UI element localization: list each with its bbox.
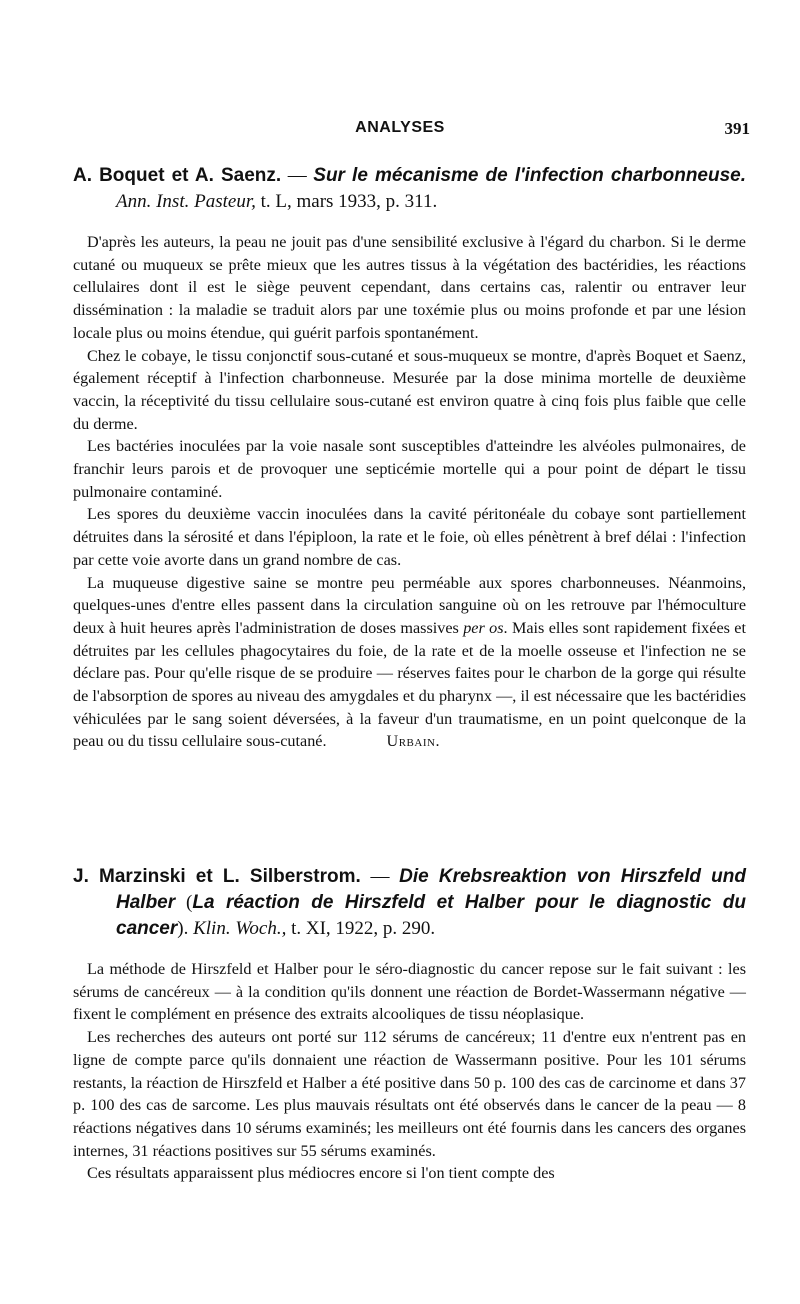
title-paren-open: ( [175, 892, 193, 913]
article-title: Sur le mécanisme de l'infection charbonneuse. [313, 165, 747, 186]
running-title: ANALYSES [355, 119, 445, 136]
paragraph: D'après les auteurs, la peau ne jouit pas d'une sensibilité exclusive à l'égard du charbon. Si le derme cutané ou muqueux se prête mieux que les autres tissus à la végétation des bactéridies, les réactions cellulaires dont il est le siège peuvent cependant, dans certains cas, ralentir ou entraver leur dissémination : la maladie se traduit alors par une toxémie plus ou moins profonde et par une lésion locale plus ou moins étendue, qui guérit parfois spontanément. [73, 233, 746, 342]
article-authors: J. Marzinski et L. Silberstrom. [73, 866, 361, 887]
heading-dash: — [281, 165, 314, 186]
reviewer-signature: Urbain. [386, 732, 440, 751]
journal-citation: t. XI, 1922, p. 290. [286, 918, 436, 939]
page-header [0, 119, 800, 143]
journal-name: Ann. Inst. Pasteur, [116, 191, 256, 212]
article-marzinski-silberstrom [73, 864, 746, 1185]
article-body [73, 958, 746, 1185]
journal-citation: t. L, mars 1933, p. 311. [255, 191, 438, 212]
article-title-translation: La réaction de Hirszfeld et Halber pour le diagnostic du cancer [116, 892, 746, 939]
paragraph [73, 572, 746, 754]
paragraph: Les recherches des auteurs ont porté sur 112 sérums de cancéreux; 11 d'entre eux n'entrent pas en ligne de compte parce qu'ils donnaient une réaction de Wassermann positive. Pour les 101 sérums restants, la réaction de Hirszfeld et Halber a été positive dans 50 p. 100 des cas de carcinome et dans 37 p. 100 des cas de sarcome. Les plus mauvais résultats ont été observés dans le cancer de la peau — 8 réactions négatives dans 10 sérums examinés; les meilleurs ont été fournis dans les cancers des organes internes, 31 réactions positives sur 55 sérums examinés. [73, 1028, 746, 1160]
article-body [73, 231, 746, 753]
paragraph: Chez le cobaye, le tissu conjonctif sous-cutané et sous-muqueux se montre, d'après Boquet et Saenz, également réceptif à l'infection charbonneuse. Mesurée par la dose minima mortelle de deuxième vaccin, la réceptivité du tissu cellulaire sous-cutané est environ quatre à cinq fois plus faible que celle du derme. [73, 346, 746, 433]
article-heading [73, 864, 746, 942]
article-heading [73, 163, 746, 215]
paragraph: Les bactéries inoculées par la voie nasale sont susceptibles d'atteindre les alvéoles pulmonaires, de franchir leurs parois et de provoquer une septicémie mortelle qui a pour point de départ le tissu pulmonaire contaminé. [73, 437, 746, 501]
paragraph: La méthode de Hirszfeld et Halber pour le séro-diagnostic du cancer repose sur le fait suivant : les sérums de cancéreux — à la condition qu'ils donnent une réaction de Bordet-Wassermann négative — fixent le complément en présence des extraits alcooliques de tissu néoplasique. [73, 960, 746, 1024]
page-number: 391 [724, 119, 750, 138]
paragraph-text: La muqueuse digestive saine se montre peu perméable aux spores charbonneuses. Néanmoins, quelques-unes d'entre elles passent dans la circulation sanguine où on les retrouve par l'hémoculture deux à huit heures après l'administration de doses massives [73, 573, 746, 637]
latin-phrase: per os [463, 618, 504, 637]
paragraph: Les spores du deuxième vaccin inoculées dans la cavité péritonéale du cobaye sont partiellement détruites dans la sérosité et dans l'épiploon, la rate et le foie, où elles pénètrent à bref délai : l'infection par cette voie avorte dans un grand nombre de cas. [73, 505, 746, 569]
journal-name: Klin. Woch., [193, 918, 287, 939]
article-title: Die Krebsreaktion von Hirszfeld und Halber [116, 866, 746, 913]
title-paren-close: ). [177, 918, 194, 939]
paragraph: Ces résultats apparaissent plus médiocres encore si l'on tient compte des [87, 1164, 555, 1183]
article-authors: A. Boquet et A. Saenz. [73, 165, 282, 186]
article-boquet-saenz [73, 163, 746, 753]
paragraph-text: . Mais elles sont rapidement fixées et détruites par les cellules phagocytaires du foie, de la rate et de la moelle osseuse et l'infection ne se déclare pas. Pour qu'elle risque de se produire — réserves faites pour le charbon de la gorge qui résulte de l'absorption de spores au niveau des amygdales et du pharynx —, il est nécessaire que les bactéridies véhiculées par le sang soient déversées, à la faveur d'un traumatisme, en un point quelconque de la peau ou du tissu cellulaire sous-cutané. [73, 618, 746, 751]
heading-dash: — [360, 866, 400, 887]
